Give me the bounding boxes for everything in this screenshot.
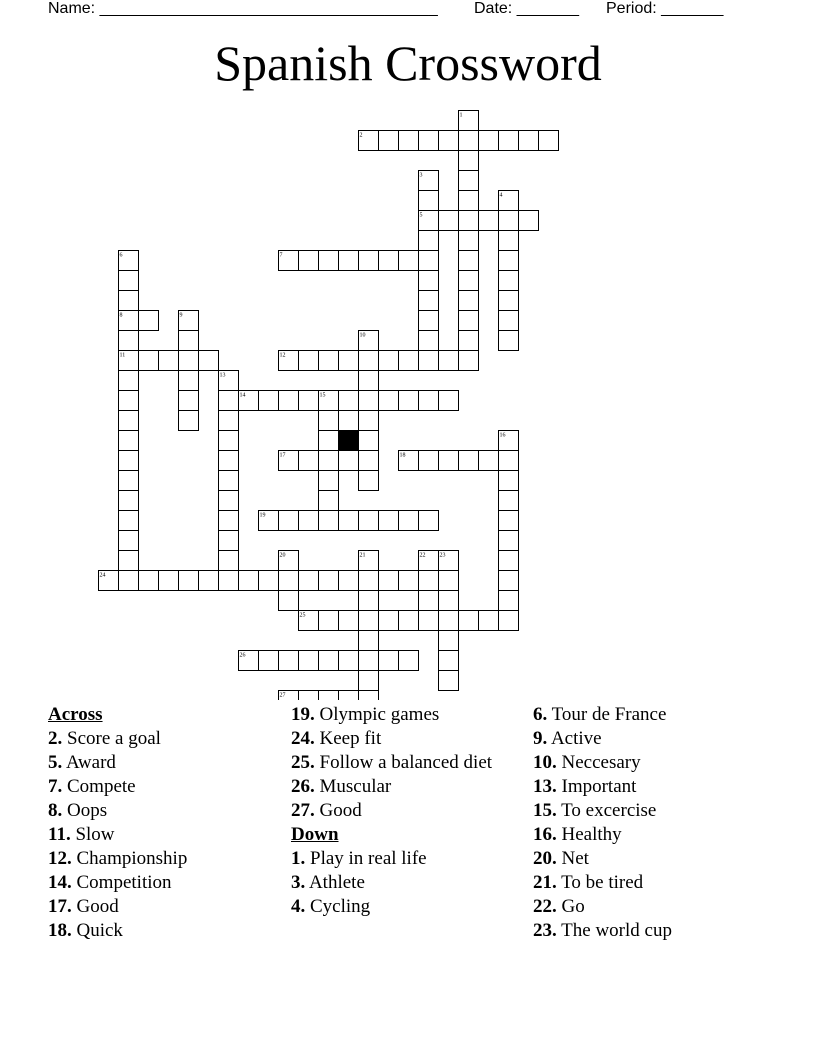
clues-column-1 (48, 703, 268, 943)
grid-cell[interactable] (179, 391, 199, 411)
grid-cell[interactable] (459, 331, 479, 351)
clue-text: Important (556, 776, 637, 797)
clue-item (533, 799, 773, 823)
clue-number: 21. (533, 872, 557, 893)
clue-item (48, 775, 268, 799)
cell-number: 23 (439, 552, 446, 559)
grid-cell[interactable] (219, 491, 239, 511)
grid-cell[interactable] (399, 351, 419, 371)
grid-cell[interactable] (419, 291, 439, 311)
cell-number: 19 (259, 512, 266, 519)
clue-text: Neccesary (556, 752, 641, 773)
clue-text: The world cup (556, 920, 672, 941)
clue-item (48, 871, 268, 895)
grid-cell[interactable] (339, 651, 359, 671)
grid-cell[interactable] (179, 351, 199, 371)
grid-cell[interactable] (499, 131, 519, 151)
grid-cell[interactable] (319, 471, 339, 491)
clue-number: 10. (533, 752, 557, 773)
grid-cell[interactable] (499, 231, 519, 251)
grid-cell[interactable] (399, 131, 419, 151)
grid-cell[interactable] (119, 571, 139, 591)
clue-number: 13. (533, 776, 557, 797)
clue-text: Cycling (305, 896, 371, 917)
cell-number: 1 (459, 112, 463, 119)
grid-cell[interactable] (499, 611, 519, 631)
grid-cell[interactable] (199, 351, 219, 371)
clue-number: 20. (533, 848, 557, 869)
grid-cell[interactable] (499, 591, 519, 611)
clue-item (291, 895, 511, 919)
grid-cell[interactable] (219, 431, 239, 451)
clue-number: 27. (291, 800, 315, 821)
clue-number: 17. (48, 896, 72, 917)
cell-number: 20 (279, 552, 286, 559)
clues-column-3 (533, 703, 773, 943)
grid-cell[interactable] (339, 451, 359, 471)
grid-cell[interactable] (499, 271, 519, 291)
down-clue-list-continued (533, 703, 773, 943)
grid-cell[interactable] (359, 451, 379, 471)
cell-number: 13 (219, 372, 226, 379)
grid-cell[interactable] (339, 511, 359, 531)
cell-number: 11 (119, 352, 126, 359)
grid-cell[interactable] (119, 551, 139, 571)
grid-cell[interactable] (499, 291, 519, 311)
grid-cell[interactable] (419, 571, 439, 591)
grid-cell[interactable] (479, 451, 499, 471)
period-field[interactable]: Period: _______ (606, 0, 724, 17)
grid-cell[interactable] (359, 411, 379, 431)
grid-cell[interactable] (439, 131, 459, 151)
clue-item (48, 799, 268, 823)
clue-text: Good (314, 800, 362, 821)
grid-cell[interactable] (399, 571, 419, 591)
grid-cell[interactable] (339, 571, 359, 591)
clue-item (291, 847, 511, 871)
grid-cell[interactable] (459, 351, 479, 371)
clue-number: 8. (48, 800, 63, 821)
clue-text: Go (556, 896, 585, 917)
clue-number: 15. (533, 800, 557, 821)
clue-text: Good (71, 896, 119, 917)
grid-cell[interactable] (479, 211, 499, 231)
grid-cell[interactable] (359, 591, 379, 611)
grid-cell[interactable] (459, 131, 479, 151)
grid-cell[interactable] (379, 131, 399, 151)
clue-number: 24. (291, 728, 315, 749)
clue-number: 12. (48, 848, 72, 869)
grid-cell[interactable] (299, 691, 319, 701)
grid-cell[interactable] (119, 471, 139, 491)
grid-cell[interactable] (519, 131, 539, 151)
clue-number: 3. (291, 872, 306, 893)
grid-cell[interactable] (379, 391, 399, 411)
cell-number: 27 (279, 692, 286, 699)
grid-cell[interactable] (279, 391, 299, 411)
clue-item (291, 775, 511, 799)
clue-number: 11. (48, 824, 71, 845)
clue-item (291, 871, 511, 895)
grid-cell[interactable] (319, 411, 339, 431)
cell-number: 8 (119, 312, 123, 319)
grid-cell[interactable] (319, 691, 339, 701)
grid-cell[interactable] (459, 171, 479, 191)
clue-text: To excercise (556, 800, 657, 821)
grid-cell[interactable] (119, 391, 139, 411)
grid-cell[interactable] (379, 611, 399, 631)
grid-cell[interactable] (339, 691, 359, 701)
grid-cell[interactable] (499, 571, 519, 591)
cell-number: 26 (239, 652, 246, 659)
grid-cell[interactable] (399, 511, 419, 531)
cell-number: 2 (359, 132, 363, 139)
cell-number: 17 (279, 452, 286, 459)
clue-number: 5. (48, 752, 63, 773)
grid-cell[interactable] (419, 351, 439, 371)
cell-number: 25 (299, 612, 306, 619)
grid-cell[interactable] (439, 351, 459, 371)
grid-cell[interactable] (399, 391, 419, 411)
cell-number: 24 (99, 572, 106, 579)
clue-item (533, 775, 773, 799)
clue-item (48, 751, 268, 775)
grid-cell[interactable] (359, 251, 379, 271)
grid-cell[interactable] (299, 251, 319, 271)
grid-cell[interactable] (439, 651, 459, 671)
grid-cell[interactable] (499, 471, 519, 491)
grid-cell[interactable] (439, 591, 459, 611)
grid-cell[interactable] (319, 571, 339, 591)
grid-cell[interactable] (439, 631, 459, 651)
grid-cell[interactable] (499, 491, 519, 511)
grid-cell[interactable] (119, 291, 139, 311)
clue-text: Quick (71, 920, 123, 941)
grid-cell[interactable] (219, 471, 239, 491)
clue-item (533, 895, 773, 919)
grid-cell[interactable] (379, 351, 399, 371)
grid-cell[interactable] (479, 131, 499, 151)
grid-cell[interactable] (119, 271, 139, 291)
grid-cell[interactable] (219, 511, 239, 531)
grid-cell[interactable] (319, 451, 339, 471)
cell-number: 21 (359, 552, 366, 559)
grid-cell[interactable] (259, 651, 279, 671)
grid-cell[interactable] (119, 491, 139, 511)
clue-number: 19. (291, 704, 315, 725)
cell-number: 14 (239, 392, 246, 399)
grid-cell[interactable] (379, 251, 399, 271)
across-clue-list-continued (291, 703, 511, 823)
grid-cell[interactable] (359, 431, 379, 451)
clue-number: 9. (533, 728, 548, 749)
clue-text: Muscular (314, 776, 392, 797)
cell-number: 7 (279, 252, 283, 259)
grid-cell[interactable] (319, 611, 339, 631)
grid-cell[interactable] (219, 571, 239, 591)
grid-cell[interactable] (219, 411, 239, 431)
grid-cell[interactable] (479, 611, 499, 631)
clue-number: 14. (48, 872, 72, 893)
grid-cell[interactable] (459, 251, 479, 271)
cell-number: 22 (419, 552, 426, 559)
clue-number: 7. (48, 776, 63, 797)
clue-item (48, 727, 268, 751)
clue-item (48, 847, 268, 871)
grid-cell[interactable] (439, 571, 459, 591)
clue-text: Tour de France (547, 704, 667, 725)
clue-text: Olympic games (314, 704, 440, 725)
cell-number: 9 (179, 312, 183, 319)
grid-cell[interactable] (119, 451, 139, 471)
clue-text: Compete (62, 776, 136, 797)
clue-number: 4. (291, 896, 306, 917)
grid-cell[interactable] (119, 531, 139, 551)
grid-cell[interactable] (279, 591, 299, 611)
clue-item (291, 727, 511, 751)
grid-cell[interactable] (119, 331, 139, 351)
grid-cell[interactable] (459, 311, 479, 331)
grid-cell[interactable] (439, 611, 459, 631)
clue-number: 18. (48, 920, 72, 941)
grid-cell[interactable] (119, 431, 139, 451)
clue-item (291, 703, 511, 727)
grid-cell[interactable] (219, 551, 239, 571)
grid-cell[interactable] (219, 391, 239, 411)
clue-text: Keep fit (314, 728, 382, 749)
grid-cell[interactable] (439, 451, 459, 471)
grid-cell[interactable] (419, 231, 439, 251)
grid-cell[interactable] (419, 311, 439, 331)
grid-cell[interactable] (139, 311, 159, 331)
clue-number: 16. (533, 824, 557, 845)
clue-item (533, 727, 773, 751)
grid-cell[interactable] (319, 491, 339, 511)
grid-cell[interactable] (539, 131, 559, 151)
grid-cell[interactable] (419, 391, 439, 411)
grid-cell[interactable] (319, 511, 339, 531)
grid-cell[interactable] (319, 351, 339, 371)
grid-cell[interactable] (359, 471, 379, 491)
grid-cell[interactable] (419, 191, 439, 211)
clue-number: 6. (533, 704, 548, 725)
black-cell (339, 431, 359, 451)
grid-cell[interactable] (199, 571, 219, 591)
grid-cell[interactable] (359, 631, 379, 651)
clue-item (533, 871, 773, 895)
clue-text: Award (62, 752, 116, 773)
grid-cell[interactable] (279, 571, 299, 591)
grid-cell[interactable] (179, 371, 199, 391)
grid-cell[interactable] (459, 231, 479, 251)
clue-text: To be tired (556, 872, 644, 893)
cell-number: 10 (359, 332, 366, 339)
grid-cell[interactable] (179, 411, 199, 431)
grid-cell[interactable] (139, 571, 159, 591)
grid-cell[interactable] (119, 411, 139, 431)
grid-cell[interactable] (459, 451, 479, 471)
cell-number: 6 (119, 252, 123, 259)
grid-cell[interactable] (379, 571, 399, 591)
grid-cell[interactable] (339, 611, 359, 631)
clue-text: Athlete (305, 872, 365, 893)
date-field[interactable]: Date: _______ (474, 0, 579, 17)
grid-cell[interactable] (219, 531, 239, 551)
grid-cell[interactable] (439, 671, 459, 691)
grid-cell[interactable] (179, 571, 199, 591)
across-heading: Across (48, 704, 103, 725)
grid-cell[interactable] (499, 511, 519, 531)
grid-cell[interactable] (359, 391, 379, 411)
grid-cell[interactable] (499, 251, 519, 271)
grid-cell[interactable] (259, 391, 279, 411)
grid-cell[interactable] (299, 451, 319, 471)
grid-cell[interactable] (459, 191, 479, 211)
grid-cell[interactable] (279, 511, 299, 531)
grid-cell[interactable] (299, 351, 319, 371)
cell-number: 3 (419, 172, 423, 179)
grid-cell[interactable] (459, 271, 479, 291)
clue-item (533, 919, 773, 943)
across-clue-list (48, 727, 268, 943)
grid-cell[interactable] (259, 571, 279, 591)
grid-cell[interactable] (419, 331, 439, 351)
grid-cell[interactable] (419, 451, 439, 471)
grid-cell[interactable] (279, 651, 299, 671)
grid-cell[interactable] (299, 571, 319, 591)
grid-cell[interactable] (419, 591, 439, 611)
clue-item (533, 751, 773, 775)
grid-cell[interactable] (379, 511, 399, 531)
clue-text: Championship (71, 848, 188, 869)
grid-cell[interactable] (359, 611, 379, 631)
clue-number: 22. (533, 896, 557, 917)
grid-cell[interactable] (139, 351, 159, 371)
grid-cell[interactable] (319, 431, 339, 451)
grid-cell[interactable] (459, 611, 479, 631)
grid-cell[interactable] (419, 131, 439, 151)
grid-cell[interactable] (419, 611, 439, 631)
grid-cell[interactable] (159, 351, 179, 371)
clue-text: Slow (70, 824, 115, 845)
grid-cell[interactable] (499, 211, 519, 231)
cell-number: 16 (499, 432, 506, 439)
clue-item (48, 823, 268, 847)
grid-cell[interactable] (499, 551, 519, 571)
grid-cell[interactable] (359, 371, 379, 391)
name-field[interactable]: Name: ______________________________________ (48, 0, 438, 17)
cell-number: 5 (419, 212, 423, 219)
clue-item (291, 751, 511, 775)
clue-number: 23. (533, 920, 557, 941)
clue-item (291, 799, 511, 823)
page-title: Spanish Crossword (214, 35, 602, 91)
grid-cell[interactable] (359, 691, 379, 701)
grid-cell[interactable] (499, 311, 519, 331)
grid-cell[interactable] (299, 651, 319, 671)
grid-cell[interactable] (299, 391, 319, 411)
cell-number: 12 (279, 352, 286, 359)
grid-cell[interactable] (419, 511, 439, 531)
cell-number: 15 (319, 392, 326, 399)
grid-cell[interactable] (519, 211, 539, 231)
grid-cell[interactable] (339, 351, 359, 371)
grid-cell[interactable] (459, 151, 479, 171)
grid-cell[interactable] (399, 611, 419, 631)
grid-cell[interactable] (239, 571, 259, 591)
clue-number: 2. (48, 728, 63, 749)
grid-cell[interactable] (119, 511, 139, 531)
cell-number: 4 (499, 192, 503, 199)
clue-item (48, 919, 268, 943)
grid-cell[interactable] (319, 251, 339, 271)
grid-cell[interactable] (359, 571, 379, 591)
clue-number: 26. (291, 776, 315, 797)
clue-number: 25. (291, 752, 315, 773)
grid-cell[interactable] (219, 451, 239, 471)
clue-item (533, 703, 773, 727)
grid-cell[interactable] (439, 391, 459, 411)
down-clue-list (291, 847, 511, 919)
grid-cell[interactable] (399, 651, 419, 671)
down-heading: Down (291, 824, 339, 845)
grid-cell[interactable] (319, 651, 339, 671)
grid-cell[interactable] (439, 211, 459, 231)
clue-item (533, 823, 773, 847)
grid-cell[interactable] (459, 291, 479, 311)
clue-text: Net (556, 848, 589, 869)
clue-item (48, 895, 268, 919)
clue-text: Active (547, 728, 602, 749)
grid-cell[interactable] (459, 211, 479, 231)
grid-cell[interactable] (399, 251, 419, 271)
clue-text: Score a goal (62, 728, 161, 749)
clue-text: Oops (62, 800, 108, 821)
cell-number: 18 (399, 452, 406, 459)
grid-cell[interactable] (359, 511, 379, 531)
grid-cell[interactable] (299, 511, 319, 531)
clue-text: Healthy (556, 824, 622, 845)
grid-cell[interactable] (379, 651, 399, 671)
grid-cell[interactable] (339, 391, 359, 411)
grid-cell[interactable] (179, 331, 199, 351)
grid-cell[interactable] (359, 351, 379, 371)
grid-cell[interactable] (119, 371, 139, 391)
grid-cell[interactable] (159, 571, 179, 591)
clue-text: Competition (71, 872, 172, 893)
grid-cell[interactable] (339, 251, 359, 271)
clue-item (533, 847, 773, 871)
clue-number: 1. (291, 848, 306, 869)
grid-cell[interactable] (499, 331, 519, 351)
grid-cell[interactable] (419, 251, 439, 271)
grid-cell[interactable] (359, 671, 379, 691)
clue-text: Follow a balanced diet (314, 752, 493, 773)
clue-text: Play in real life (305, 848, 427, 869)
grid-cell[interactable] (499, 531, 519, 551)
grid-cell[interactable] (419, 271, 439, 291)
grid-cell[interactable] (359, 651, 379, 671)
grid-cell[interactable] (499, 451, 519, 471)
clues-column-2 (291, 703, 511, 919)
